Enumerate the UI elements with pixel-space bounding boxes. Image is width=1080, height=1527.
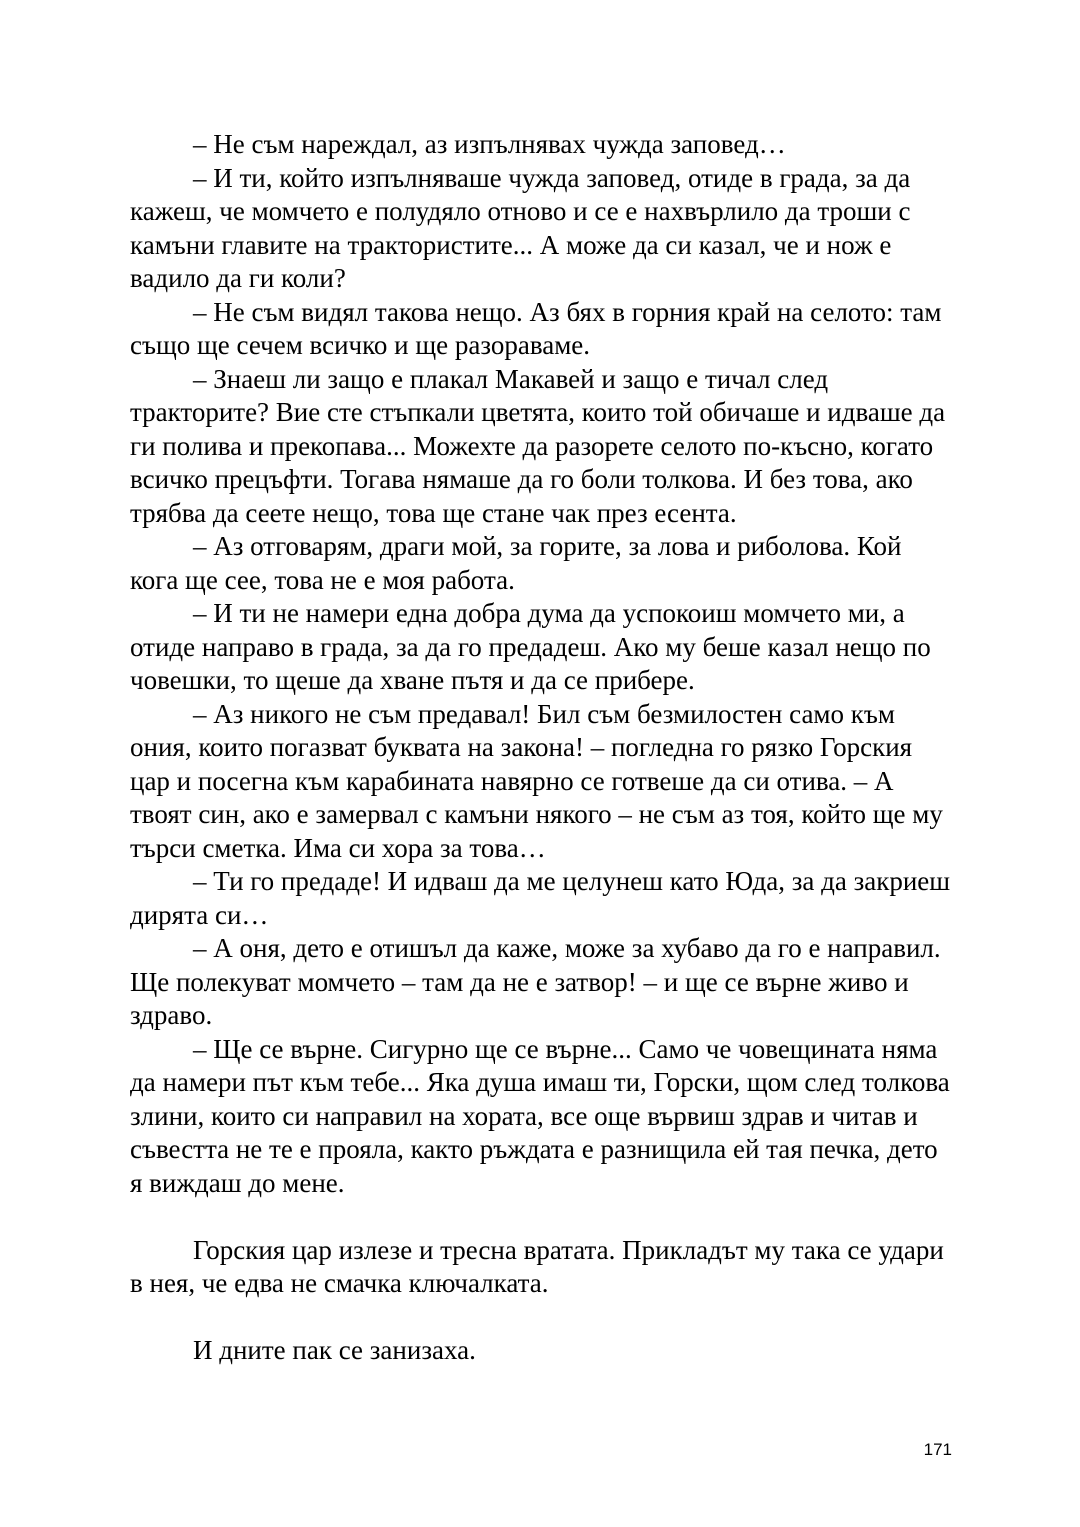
dialogue-paragraph: – Ти го предаде! И идваш да ме целунеш като Юда, за да закриеш дирята си…	[130, 866, 951, 930]
dialogue-paragraph: – Знаеш ли защо е плакал Макавей и защо е тичал след тракторите? Вие сте стъпкали цветята, които той обичаше и идваше да ги полива и прекопава... Можехте да разорете селото по-късно, когато всичко прецъфти. Тогава нямаше да го боли толкова. И без това, ако трябва да сеете нещо, това ще стане чак през есента.	[130, 363, 946, 528]
dialogue-paragraph: – И ти, който изпълняваше чужда заповед, отиде в града, за да кажеш, че момчето е полудяло отново и се е нахвърлило да троши с камъни главите на трактористите... А може да си казал, че и нож е вадило да ги коли?	[130, 162, 911, 293]
closing-paragraph: И дните пак се занизаха.	[193, 1335, 476, 1365]
dialogue-paragraph: – Не съм видял такова нещо. Аз бях в горния край на селото: там също ще сечем всичко и ще разораваме.	[130, 296, 942, 360]
page-body	[130, 128, 952, 1368]
dialogue-paragraph: – А оня, дето е отишъл да каже, може за хубаво да го е направил. Ще полекуват момчето – там да не е затвор! – и ще се върне живо и здраво.	[130, 933, 941, 1030]
paragraph-spacer	[130, 1200, 952, 1234]
dialogue-paragraph: – Аз никого не съм предавал! Бил съм безмилостен само към ония, които погазват буквата на закона! – погледна го рязко Горския цар и посегна към карабината навярно се готвеше да си отива. – А твоят син, ако е замервал с камъни някого – не съм аз тоя, който ще му търси сметка. Има си хора за това…	[130, 698, 943, 863]
paragraph-spacer	[130, 1301, 952, 1335]
dialogue-paragraph: – Не съм нареждал, аз изпълнявах чужда заповед…	[193, 129, 786, 159]
dialogue-paragraph: – Аз отговарям, драги мой, за горите, за лова и риболова. Кой кога ще сее, това не е моя работа.	[130, 531, 902, 595]
page-number: 171	[923, 1440, 952, 1459]
dialogue-paragraph: – И ти не намери една добра дума да успокоиш момчето ми, а отиде направо в града, за да го предадеш. Ако му беше казал нещо по човешки, то щеше да хване пътя и да се прибере.	[130, 598, 931, 695]
dialogue-paragraph: – Ще се върне. Сигурно ще се върне... Само че човещината няма да намери път към тебе... Яка душа имаш ти, Горски, щом след толкова злини, които си направил на хората, все още вървиш здрав и читав и съвестта не те е прояла, както ръждата е разнищила ей тая печка, дето я виждаш до мене.	[130, 1033, 950, 1198]
narration-paragraph: Горския цар излезе и тресна вратата. Прикладът му така се удари в нея, че едва не смачка ключалката.	[130, 1234, 944, 1298]
